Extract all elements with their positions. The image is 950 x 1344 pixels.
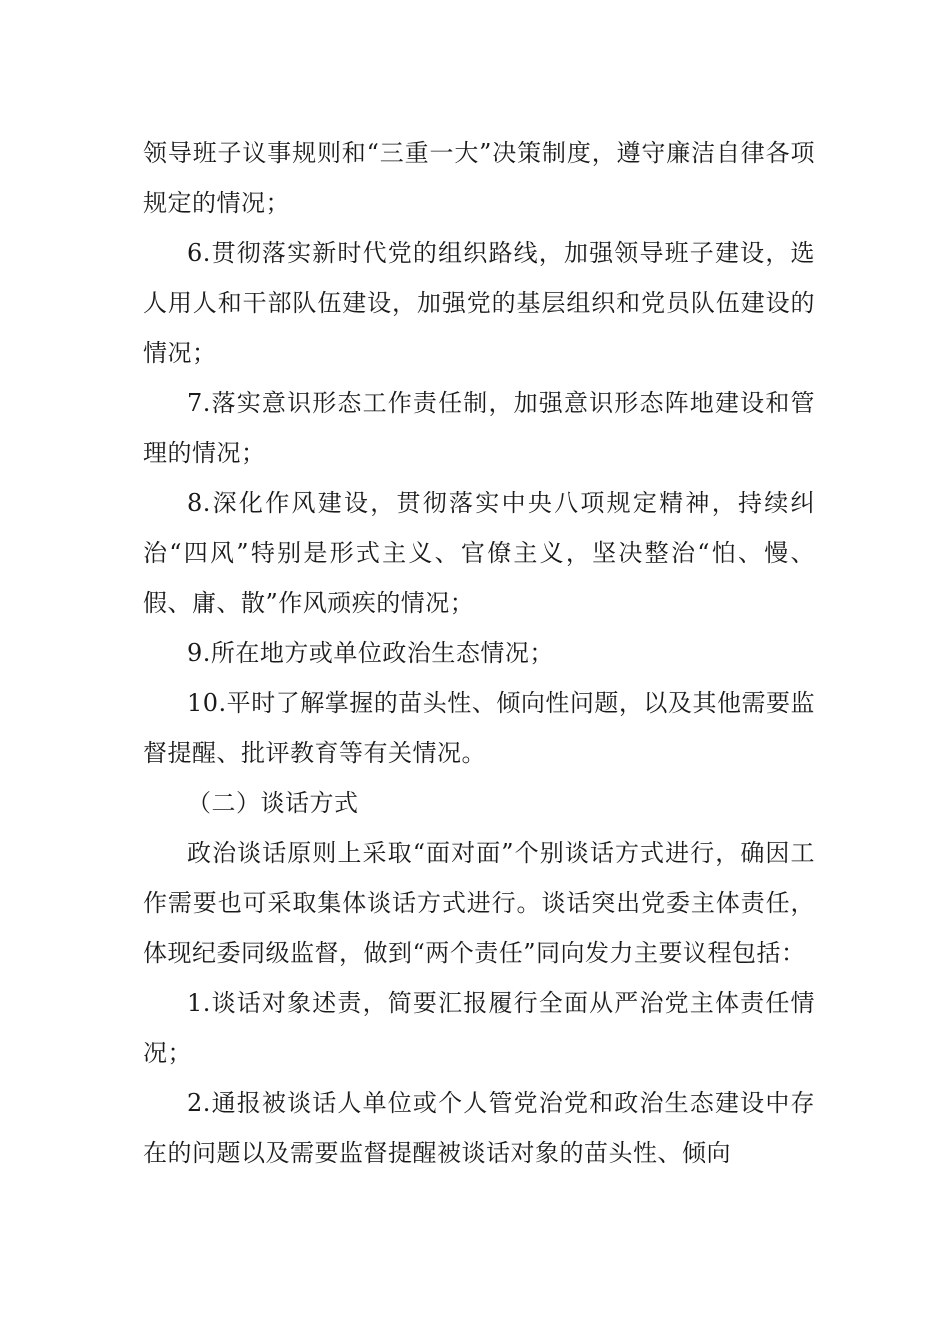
- agenda-item-1: 1.谈话对象述责，简要汇报履行全面从严治党主体责任情况；: [143, 989, 815, 1067]
- list-item-7: 7.落实意识形态工作责任制，加强意识形态阵地建设和管理的情况；: [143, 389, 815, 467]
- list-item-10: 10.平时了解掌握的苗头性、倾向性问题，以及其他需要监督提醒、批评教育等有关情况。: [143, 689, 815, 767]
- document-body: [143, 128, 815, 1178]
- section-heading: （二）谈话方式: [187, 789, 359, 817]
- list-item-9: 9.所在地方或单位政治生态情况；: [187, 639, 554, 667]
- list-item-6: 6.贯彻落实新时代党的组织路线，加强领导班子建设，选人用人和干部队伍建设，加强党的基层组织和党员队伍建设的情况；: [143, 239, 815, 367]
- list-item-8: 8.深化作风建设，贯彻落实中央八项规定精神，持续纠治“四风”特别是形式主义、官僚主义，坚决整治“怕、慢、假、庸、散”作风顽疾的情况；: [143, 489, 815, 617]
- paragraph-body: 政治谈话原则上采取“面对面”个别谈话方式进行，确因工作需要也可采取集体谈话方式进行。谈话突出党委主体责任，体现纪委同级监督，做到“两个责任”同向发力主要议程包括：: [143, 839, 815, 967]
- agenda-item-2: 2.通报被谈话人单位或个人管党治党和政治生态建设中存在的问题以及需要监督提醒被谈话对象的苗头性、倾向: [143, 1089, 815, 1167]
- paragraph-continuation: 领导班子议事规则和“三重一大”决策制度，遵守廉洁自律各项规定的情况；: [143, 139, 815, 217]
